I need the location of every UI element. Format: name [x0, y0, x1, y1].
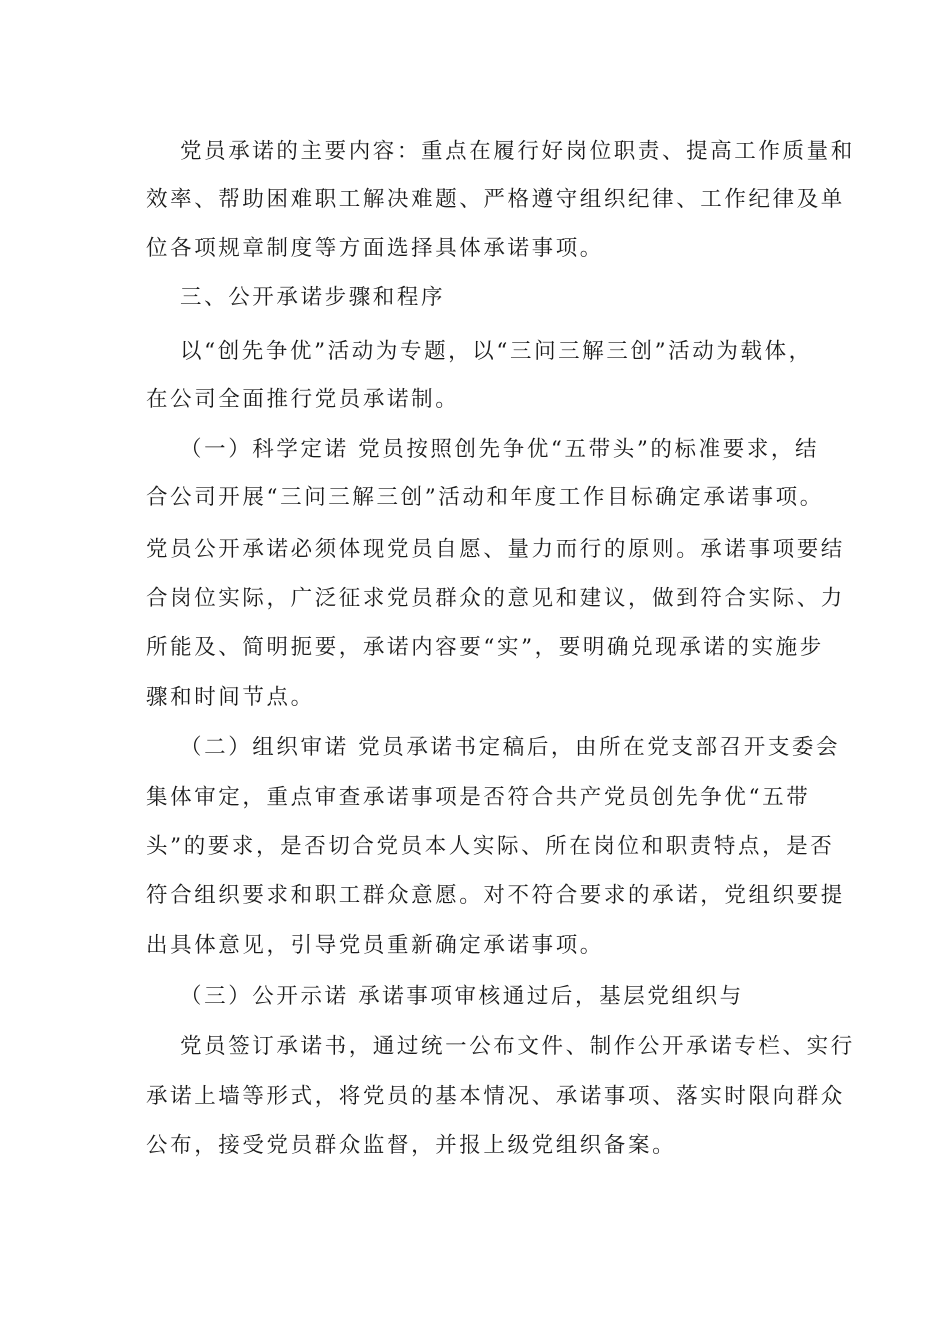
paragraph-line: 承诺上墙等形式，将党员的基本情况、承诺事项、落实时限向群众	[146, 1084, 845, 1109]
paragraph-line: 公布，接受党员群众监督，并报上级党组织备案。	[146, 1133, 677, 1158]
paragraph-line: 出具体意见，引导党员重新确定承诺事项。	[146, 933, 604, 958]
section-heading: 三、公开承诺步骤和程序	[180, 285, 446, 310]
paragraph-line: 所能及、简明扼要，承诺内容要“实”，要明确兑现承诺的实施步	[146, 635, 824, 660]
paragraph-line: 以“创先争优”活动为专题，以“三问三解三创”活动为载体，	[180, 339, 813, 364]
paragraph-line: （三）公开示诺 承诺事项审核通过后，基层党组织与	[180, 984, 744, 1009]
paragraph-line: 效率、帮助困难职工解决难题、严格遵守组织纪律、工作纪律及单	[146, 187, 845, 212]
paragraph-line: 位各项规章制度等方面选择具体承诺事项。	[146, 236, 604, 261]
paragraph-line: 合岗位实际，广泛征求党员群众的意见和建议，做到符合实际、力	[146, 586, 845, 611]
paragraph-line: 党员签订承诺书，通过统一公布文件、制作公开承诺专栏、实行	[180, 1034, 855, 1059]
paragraph-line: 党员公开承诺必须体现党员自愿、量力而行的原则。承诺事项要结	[146, 537, 845, 562]
paragraph-line: 在公司全面推行党员承诺制。	[146, 387, 460, 412]
paragraph-line: 头”的要求，是否切合党员本人实际、所在岗位和职责特点，是否	[146, 834, 835, 859]
paragraph-line: （一）科学定诺 党员按照创先争优“五带头”的标准要求，结	[180, 437, 820, 462]
paragraph-line: 骤和时间节点。	[146, 685, 315, 710]
paragraph-line: 符合组织要求和职工群众意愿。对不符合要求的承诺，党组织要提	[146, 883, 845, 908]
paragraph-line: 合公司开展“三问三解三创”活动和年度工作目标确定承诺事项。	[146, 485, 824, 510]
paragraph-line: 集体审定，重点审查承诺事项是否符合共产党员创先争优“五带	[146, 785, 811, 810]
paragraph-line: 党员承诺的主要内容：重点在履行好岗位职责、提高工作质量和	[180, 139, 855, 164]
paragraph-line: （二）组织审诺 党员承诺书定稿后，由所在党支部召开支委会	[180, 735, 841, 760]
